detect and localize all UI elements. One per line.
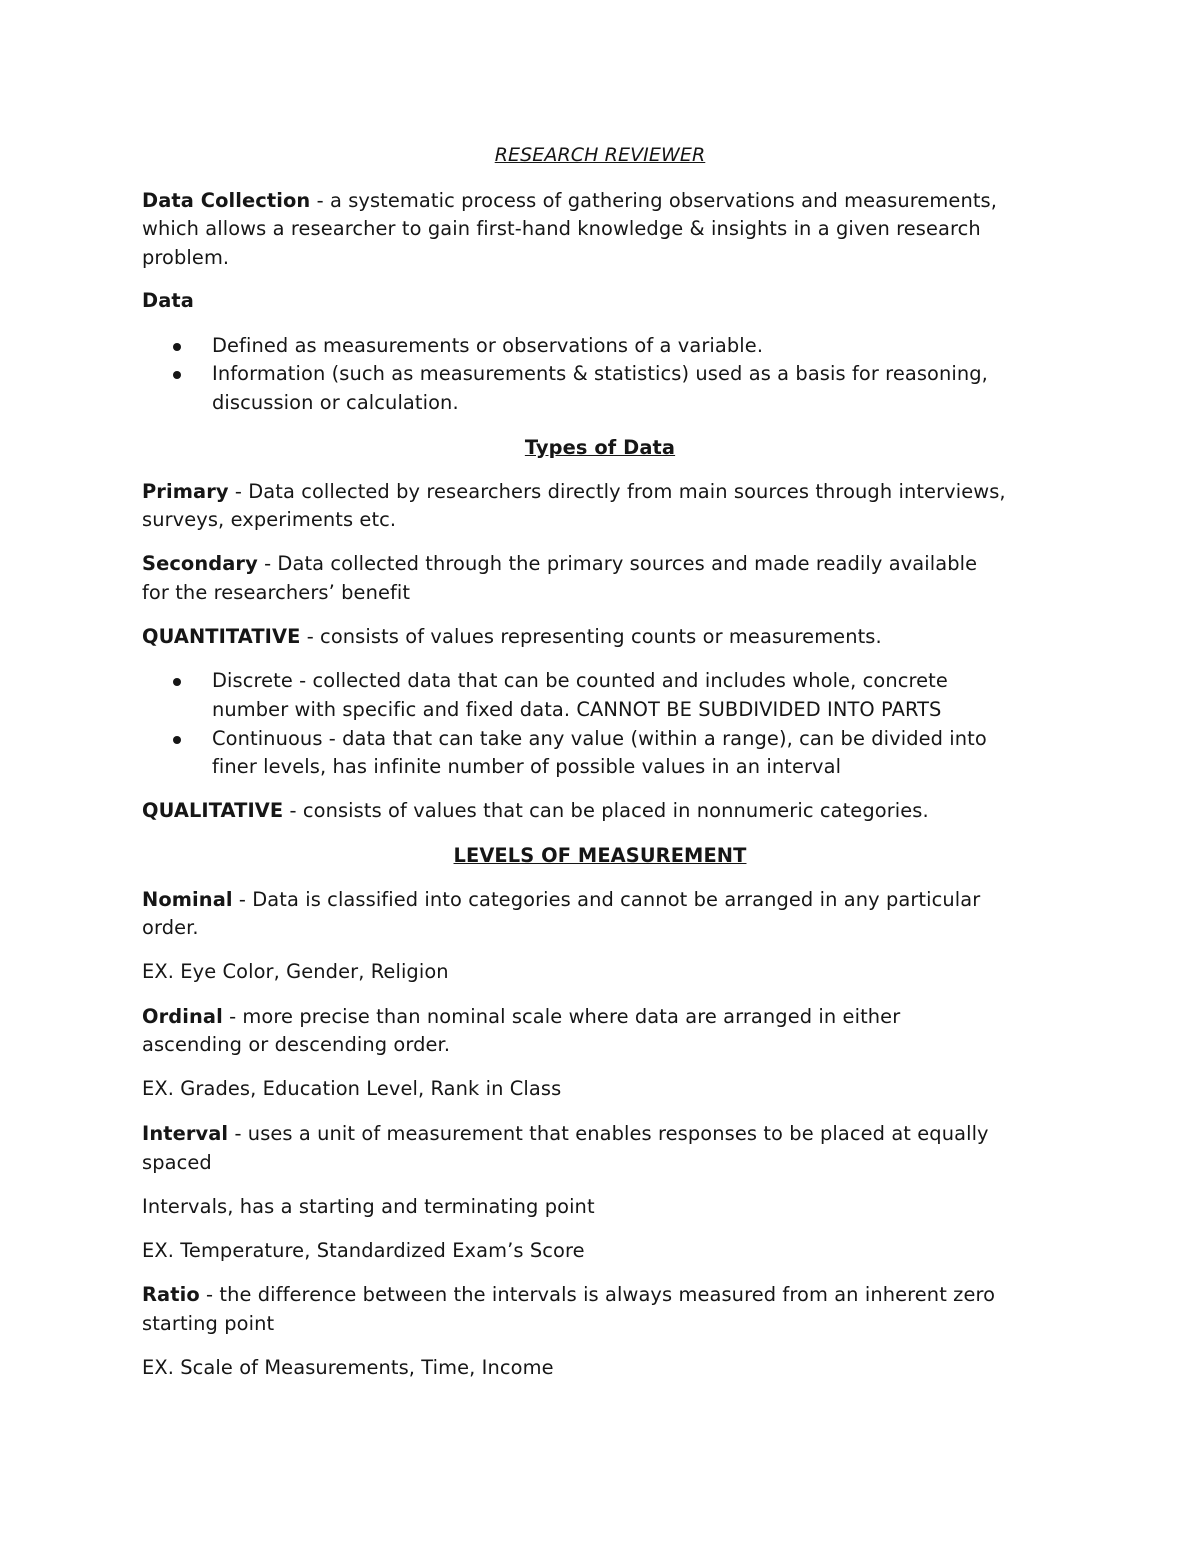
nominal-example: EX. Eye Color, Gender, Religion (142, 960, 449, 983)
nominal-line-2: order. (142, 916, 199, 939)
ratio-example: EX. Scale of Measurements, Time, Income (142, 1356, 554, 1379)
primary-line-1 (142, 477, 1006, 506)
ratio-line-2: starting point (142, 1312, 275, 1335)
qualitative-line (142, 796, 929, 825)
types-of-data-heading: Types of Data (524, 436, 676, 459)
ordinal-term: Ordinal (142, 1005, 223, 1028)
document-title: RESEARCH REVIEWER (494, 144, 706, 166)
ratio-line-1 (142, 1280, 995, 1309)
levels-of-measurement-heading: LEVELS OF MEASUREMENT (453, 844, 747, 867)
ordinal-example: EX. Grades, Education Level, Rank in Class (142, 1077, 562, 1100)
continuous-line-2: finer levels, has infinite number of possible values in an interval (212, 755, 842, 778)
data-bullet-2-line-1: Information (such as measurements & statistics) used as a basis for reasoning, (212, 362, 988, 385)
quantitative-line (142, 622, 882, 651)
data-bullet-1: Defined as measurements or observations of a variable. (212, 334, 764, 357)
secondary-line-2: for the researchers’ benefit (142, 581, 411, 604)
ordinal-def-1: - more precise than nominal scale where data are arranged in either (222, 1005, 901, 1028)
nominal-def-1: - Data is classified into categories and cannot be arranged in any particular (232, 888, 981, 911)
quantitative-term: QUANTITATIVE (142, 625, 301, 648)
qualitative-term: QUALITATIVE (142, 799, 284, 822)
data-collection-term: Data Collection (142, 189, 311, 212)
continuous-line-1: Continuous - data that can take any value (within a range), can be divided into (212, 727, 987, 750)
interval-line-3: Intervals, has a starting and terminating point (142, 1195, 595, 1218)
bullet-icon (173, 371, 181, 379)
discrete-line-2: number with specific and fixed data. CANNOT BE SUBDIVIDED INTO PARTS (212, 698, 942, 721)
interval-def-1: - uses a unit of measurement that enables responses to be placed at equally (228, 1122, 989, 1145)
data-collection-line-3: problem. (142, 246, 230, 269)
data-collection-def-1: - a systematic process of gathering observations and measurements, (310, 189, 997, 212)
secondary-line-1 (142, 549, 977, 578)
primary-def-1: - Data collected by researchers directly from main sources through interviews, (228, 480, 1006, 503)
discrete-line-1: Discrete - collected data that can be counted and includes whole, concrete (212, 669, 948, 692)
data-collection-line-1 (142, 186, 997, 215)
primary-line-2: surveys, experiments etc. (142, 508, 397, 531)
ordinal-line-1 (142, 1002, 900, 1031)
bullet-icon (173, 736, 181, 744)
bullet-icon (173, 678, 181, 686)
secondary-def-1: - Data collected through the primary sources and made readily available (257, 552, 978, 575)
nominal-line-1 (142, 885, 980, 914)
data-collection-line-2: which allows a researcher to gain first-hand knowledge & insights in a given research (142, 217, 981, 240)
data-heading (142, 286, 194, 315)
interval-line-1 (142, 1119, 989, 1148)
bullet-icon (173, 343, 181, 351)
interval-line-2: spaced (142, 1151, 212, 1174)
ratio-def-1: - the difference between the intervals is always measured from an inherent zero (199, 1283, 996, 1306)
qualitative-def: - consists of values that can be placed in nonnumeric categories. (283, 799, 929, 822)
ratio-term: Ratio (142, 1283, 200, 1306)
ordinal-line-2: ascending or descending order. (142, 1033, 451, 1056)
data-bullet-2-line-2: discussion or calculation. (212, 391, 459, 414)
interval-term: Interval (142, 1122, 229, 1145)
nominal-term: Nominal (142, 888, 233, 911)
interval-example: EX. Temperature, Standardized Exam’s Score (142, 1239, 585, 1262)
quantitative-def: - consists of values representing counts or measurements. (300, 625, 882, 648)
secondary-term: Secondary (142, 552, 258, 575)
primary-term: Primary (142, 480, 229, 503)
data-heading-text: Data (142, 289, 194, 312)
